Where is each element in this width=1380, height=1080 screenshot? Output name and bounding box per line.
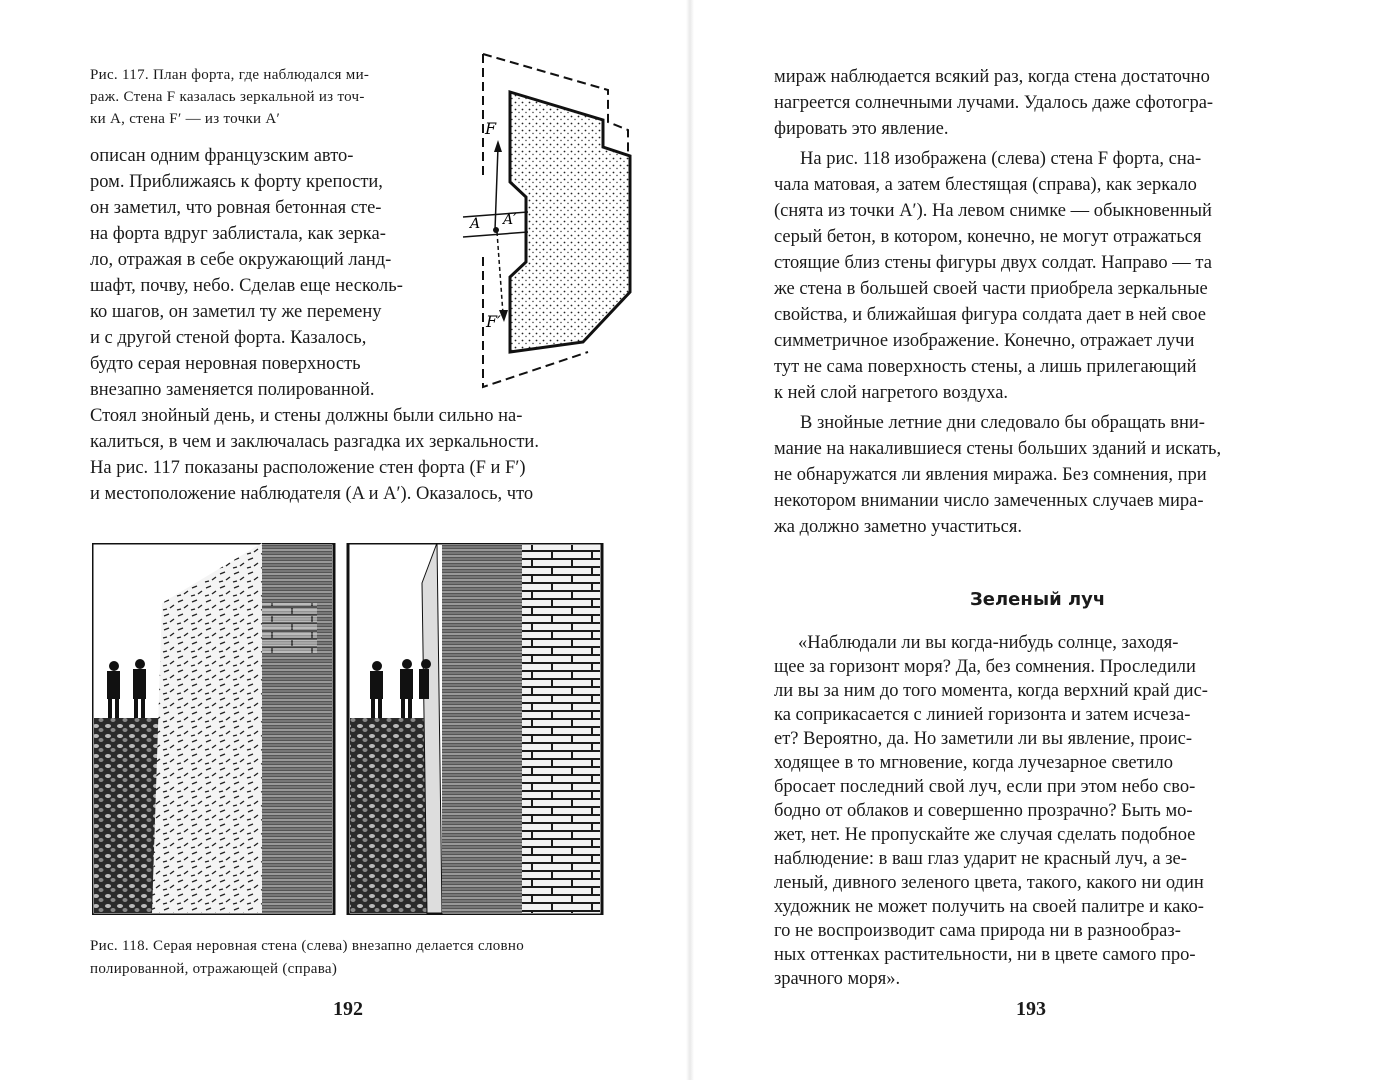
text-line: бросает последний свой луч, если при этом небо сво- <box>774 777 1196 797</box>
caption-line: Рис. 117. План форта, где наблюдался ми- <box>90 67 370 83</box>
label-f-prime: F′ <box>486 312 501 331</box>
text-line: ло, отражая в себе окружающий ланд- <box>90 250 392 270</box>
text-line: мание на накалившиеся стены больших зданий и искать, <box>774 439 1222 459</box>
text-line: стоящие близ стены фигуры двух солдат. Направо — та <box>774 253 1212 273</box>
text-line: ли вы за ним до того момента, когда верхний край дис- <box>774 681 1208 701</box>
text-line: художник не может получить на своей палитре и како- <box>774 897 1204 917</box>
text-line: и с другой стеной форта. Казалось, <box>90 328 367 348</box>
figure-117-fort-plan <box>458 52 638 392</box>
text-line: леный, дивного зеленого цвета, такого, какого ни один <box>774 873 1204 893</box>
text-line: го не воспроизводит сама природа ни в разнообраз- <box>774 921 1181 941</box>
text-line: и местоположение наблюдателя (A и A′). Оказалось, что <box>90 484 534 504</box>
photo-right-mirror-wall <box>348 543 602 915</box>
text-line: симметричное изображение. Конечно, отражает лучи <box>774 331 1195 351</box>
text-line: на форта вдруг заблистала, как зерка- <box>90 224 386 244</box>
right-page <box>690 0 1380 1080</box>
text-line: калиться, в чем и заключалась разгадка их зеркальности. <box>90 432 539 452</box>
text-line: (снята из точки A′). На левом снимке — обыкновенный <box>774 201 1212 221</box>
text-line: жа должно заметно участиться. <box>774 517 1022 537</box>
text-line: к ней слой нагретого воздуха. <box>774 383 1009 403</box>
text-line: описан одним французским авто- <box>90 146 354 166</box>
text-line: он заметил, что ровная бетонная сте- <box>90 198 382 218</box>
text-line: В знойные летние дни следовало бы обращать вни- <box>800 413 1205 433</box>
text-line: ко шагов, он заметил ту же перемену <box>90 302 382 322</box>
text-line: мираж наблюдается всякий раз, когда стена достаточно <box>774 67 1210 87</box>
text-line: будто серая неровная поверхность <box>90 354 361 374</box>
text-line: ка соприкасается с линией горизонта и затем исчеза- <box>774 705 1191 725</box>
text-line: серый бетон, в котором, конечно, не могут отражаться <box>774 227 1202 247</box>
text-line: фировать это явление. <box>774 119 949 139</box>
figure-118-photos <box>92 543 604 915</box>
caption-line: ки A, стена F′ — из точки A′ <box>90 111 281 127</box>
text-line: бодно от облаков и совершенно прозрачно? Быть мо- <box>774 801 1193 821</box>
text-line: зрачного моря». <box>774 969 901 989</box>
text-line: ет? Вероятно, да. Но заметили ли вы явление, проис- <box>774 729 1193 749</box>
label-a-prime: A′ <box>503 212 517 228</box>
text-line: ром. Приближаясь к форту крепости, <box>90 172 383 192</box>
text-line: жет, нет. Не пропускайте же случая сделать подобное <box>774 825 1196 845</box>
text-line: шафт, почву, небо. Сделав еще несколь- <box>90 276 403 296</box>
page-number: 193 <box>1016 998 1046 1020</box>
text-line: не обнаружатся ли явления миража. Без сомнения, при <box>774 465 1207 485</box>
text-line: ных оттенках растительности, ни в цвете самого про- <box>774 945 1196 965</box>
photo-left-matte-wall <box>92 543 334 915</box>
text-line: «Наблюдали ли вы когда-нибудь солнце, заходя- <box>798 633 1179 653</box>
text-line: щее за горизонт моря? Да, без сомнения. Проследили <box>774 657 1196 677</box>
text-line: некотором внимании число замеченных случаев мира- <box>774 491 1204 511</box>
text-line: же стена в большей своей части приобрела зеркальные <box>774 279 1208 299</box>
text-line: внезапно заменяется полированной. <box>90 380 375 400</box>
section-heading: Зеленый луч <box>970 589 1106 610</box>
text-line: наблюдение: в ваш глаз ударит не красный луч, а зе- <box>774 849 1187 869</box>
fort-wall-body <box>510 92 630 352</box>
text-line: Стоял знойный день, и стены должны были сильно на- <box>90 406 523 426</box>
text-line: нагреется солнечными лучами. Удалось даже сфотогра- <box>774 93 1214 113</box>
label-f: F <box>485 119 497 138</box>
caption-line: полированной, отражающей (справа) <box>90 961 338 977</box>
caption-line: раж. Стена F казалась зеркальной из точ- <box>90 89 365 105</box>
text-line: На рис. 118 изображена (слева) стена F форта, сна- <box>800 149 1202 169</box>
caption-line: Рис. 118. Серая неровная стена (слева) внезапно делается словно <box>90 938 525 954</box>
text-line: чала матовая, а затем блестящая (справа), как зеркало <box>774 175 1197 195</box>
text-line: На рис. 117 показаны расположение стен форта (F и F′) <box>90 458 526 478</box>
page-number: 192 <box>333 998 363 1020</box>
text-line: тут не сама поверхность стены, а лишь прилегающий <box>774 357 1197 377</box>
label-a: A <box>470 216 481 232</box>
text-line: ходящее в то мгновение, когда лучезарное светило <box>774 753 1174 773</box>
text-line: свойства, и ближайшая фигура солдата дает в ней свое <box>774 305 1206 325</box>
